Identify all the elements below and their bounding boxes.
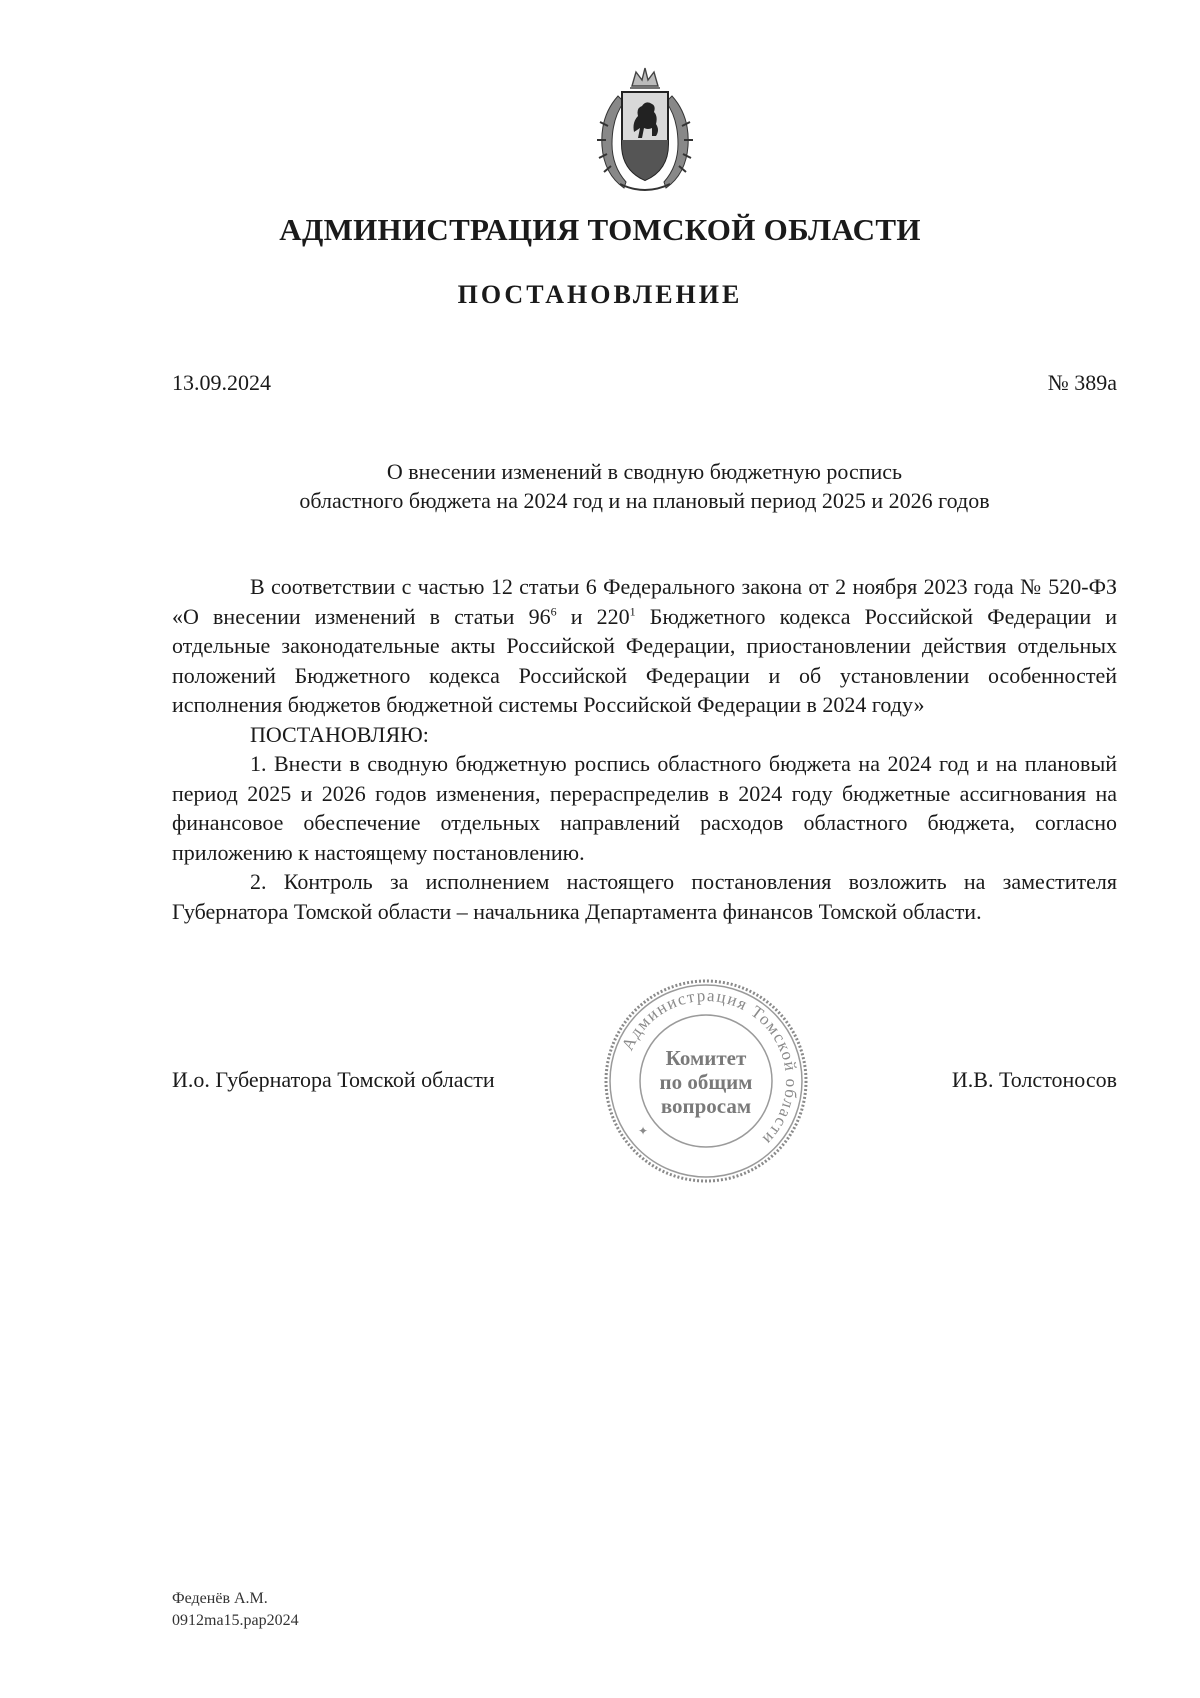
- preamble-text: Бюджетного кодекса Российской Федерации и отдельные законодательные акты Российской Федерации, приостановлении действия отдельных положений Бюджетного кодекса Российской Федерации и об установлении особенностей исполнения бюджетов бюджетной системы Российской Федерации в 2024 году»: [172, 603, 1118, 717]
- item-paragraph: 2. Контроль за исполнением настоящего постановления возложить на заместителя Губернатора Томской области – начальника Департамента финансов Томской области.: [172, 869, 1117, 924]
- stamp-inner-line: Комитет: [665, 1046, 747, 1070]
- item-paragraph: 1. Внести в сводную бюджетную роспись областного бюджета на 2024 год и на плановый период 2025 и 2026 годов изменения, перераспределив в 2024 году бюджетные ассигнования на финансовое обеспечение отдельных направлений расходов областного бюджета, согласно приложению к настоящему постановлению.: [172, 751, 1117, 865]
- document-type-title: ПОСТАНОВЛЕНИЕ: [457, 280, 743, 309]
- executor-file: 0912ma15.pap2024: [172, 1612, 299, 1629]
- executor-name: Феденёв А.М.: [172, 1590, 268, 1607]
- preamble-text: В соответствии с частью 12 статьи 6 Федерального закона от 2 ноября 2023 года № 520-ФЗ «О внесении изменений в статьи 96: [172, 574, 1117, 629]
- stamp-star-icon: ✦: [638, 1124, 649, 1138]
- coat-of-arms-emblem: [580, 66, 710, 198]
- superscript: 1: [629, 604, 636, 619]
- stamp-outer-text: Администрация Томской области: [617, 985, 802, 1150]
- preamble-paragraph: [172, 572, 1117, 720]
- official-stamp: [600, 975, 812, 1187]
- stamp-inner-line: по общим: [659, 1070, 753, 1094]
- document-subject: [172, 457, 1117, 515]
- stamp-inner-line: вопросам: [660, 1094, 752, 1118]
- decree-word: ПОСТАНОВЛЯЮ:: [250, 721, 429, 747]
- signer-name: И.В. Толстоносов: [951, 1067, 1117, 1092]
- executor-info: [172, 1588, 299, 1632]
- signer-role: И.о. Губернатора Томской области: [172, 1067, 495, 1092]
- document-body: [172, 572, 1117, 926]
- superscript: 6: [550, 604, 557, 619]
- preamble-text: и 220: [556, 603, 630, 629]
- subject-line: областного бюджета на 2024 год и на плановый период 2025 и 2026 годов: [299, 488, 990, 513]
- document-number: № 389а: [1047, 370, 1117, 395]
- subject-line: О внесении изменений в сводную бюджетную роспись: [386, 459, 903, 484]
- document-date: 13.09.2024: [172, 370, 271, 395]
- organization-title: АДМИНИСТРАЦИЯ ТОМСКОЙ ОБЛАСТИ: [279, 212, 921, 247]
